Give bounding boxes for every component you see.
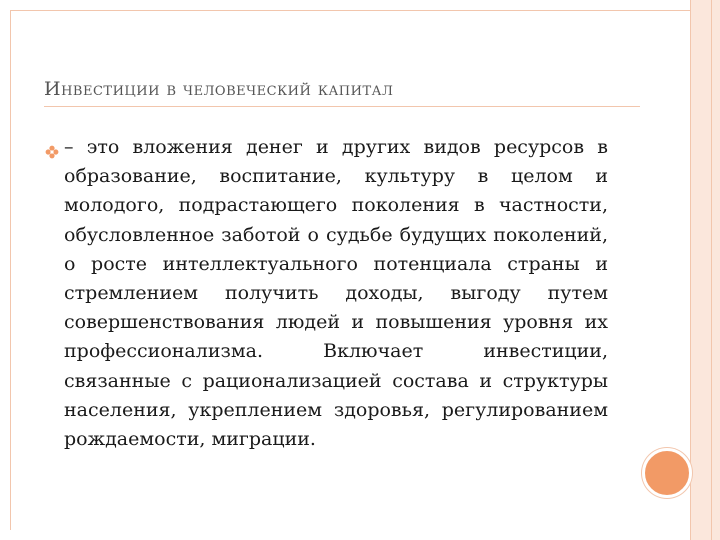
flower-bullet-icon <box>45 145 59 159</box>
slide-body-text: – это вложения денег и других видов ресурсов в образование, воспитание, культуру в целом и молодого, подрастающего поколения в частности, обусловленное заботой о судьбе будущих поколений, о росте интеллектуального потенциала страны и стремлением получить доходы, выгоду путем совершенствования людей и повышения уровня их профессионализма. Включает инвестиции, связанные с рационализацией состава и структуры населения, укреплением здоровья, регулированием рождаемости, миграции. <box>64 136 608 451</box>
right-decorative-line <box>711 0 712 540</box>
right-decorative-band <box>690 0 720 540</box>
title-text: Инвестиции в человеческий капитал <box>44 78 394 100</box>
title-underline <box>44 106 640 107</box>
decorative-circle <box>642 448 692 498</box>
slide-title <box>44 78 604 100</box>
